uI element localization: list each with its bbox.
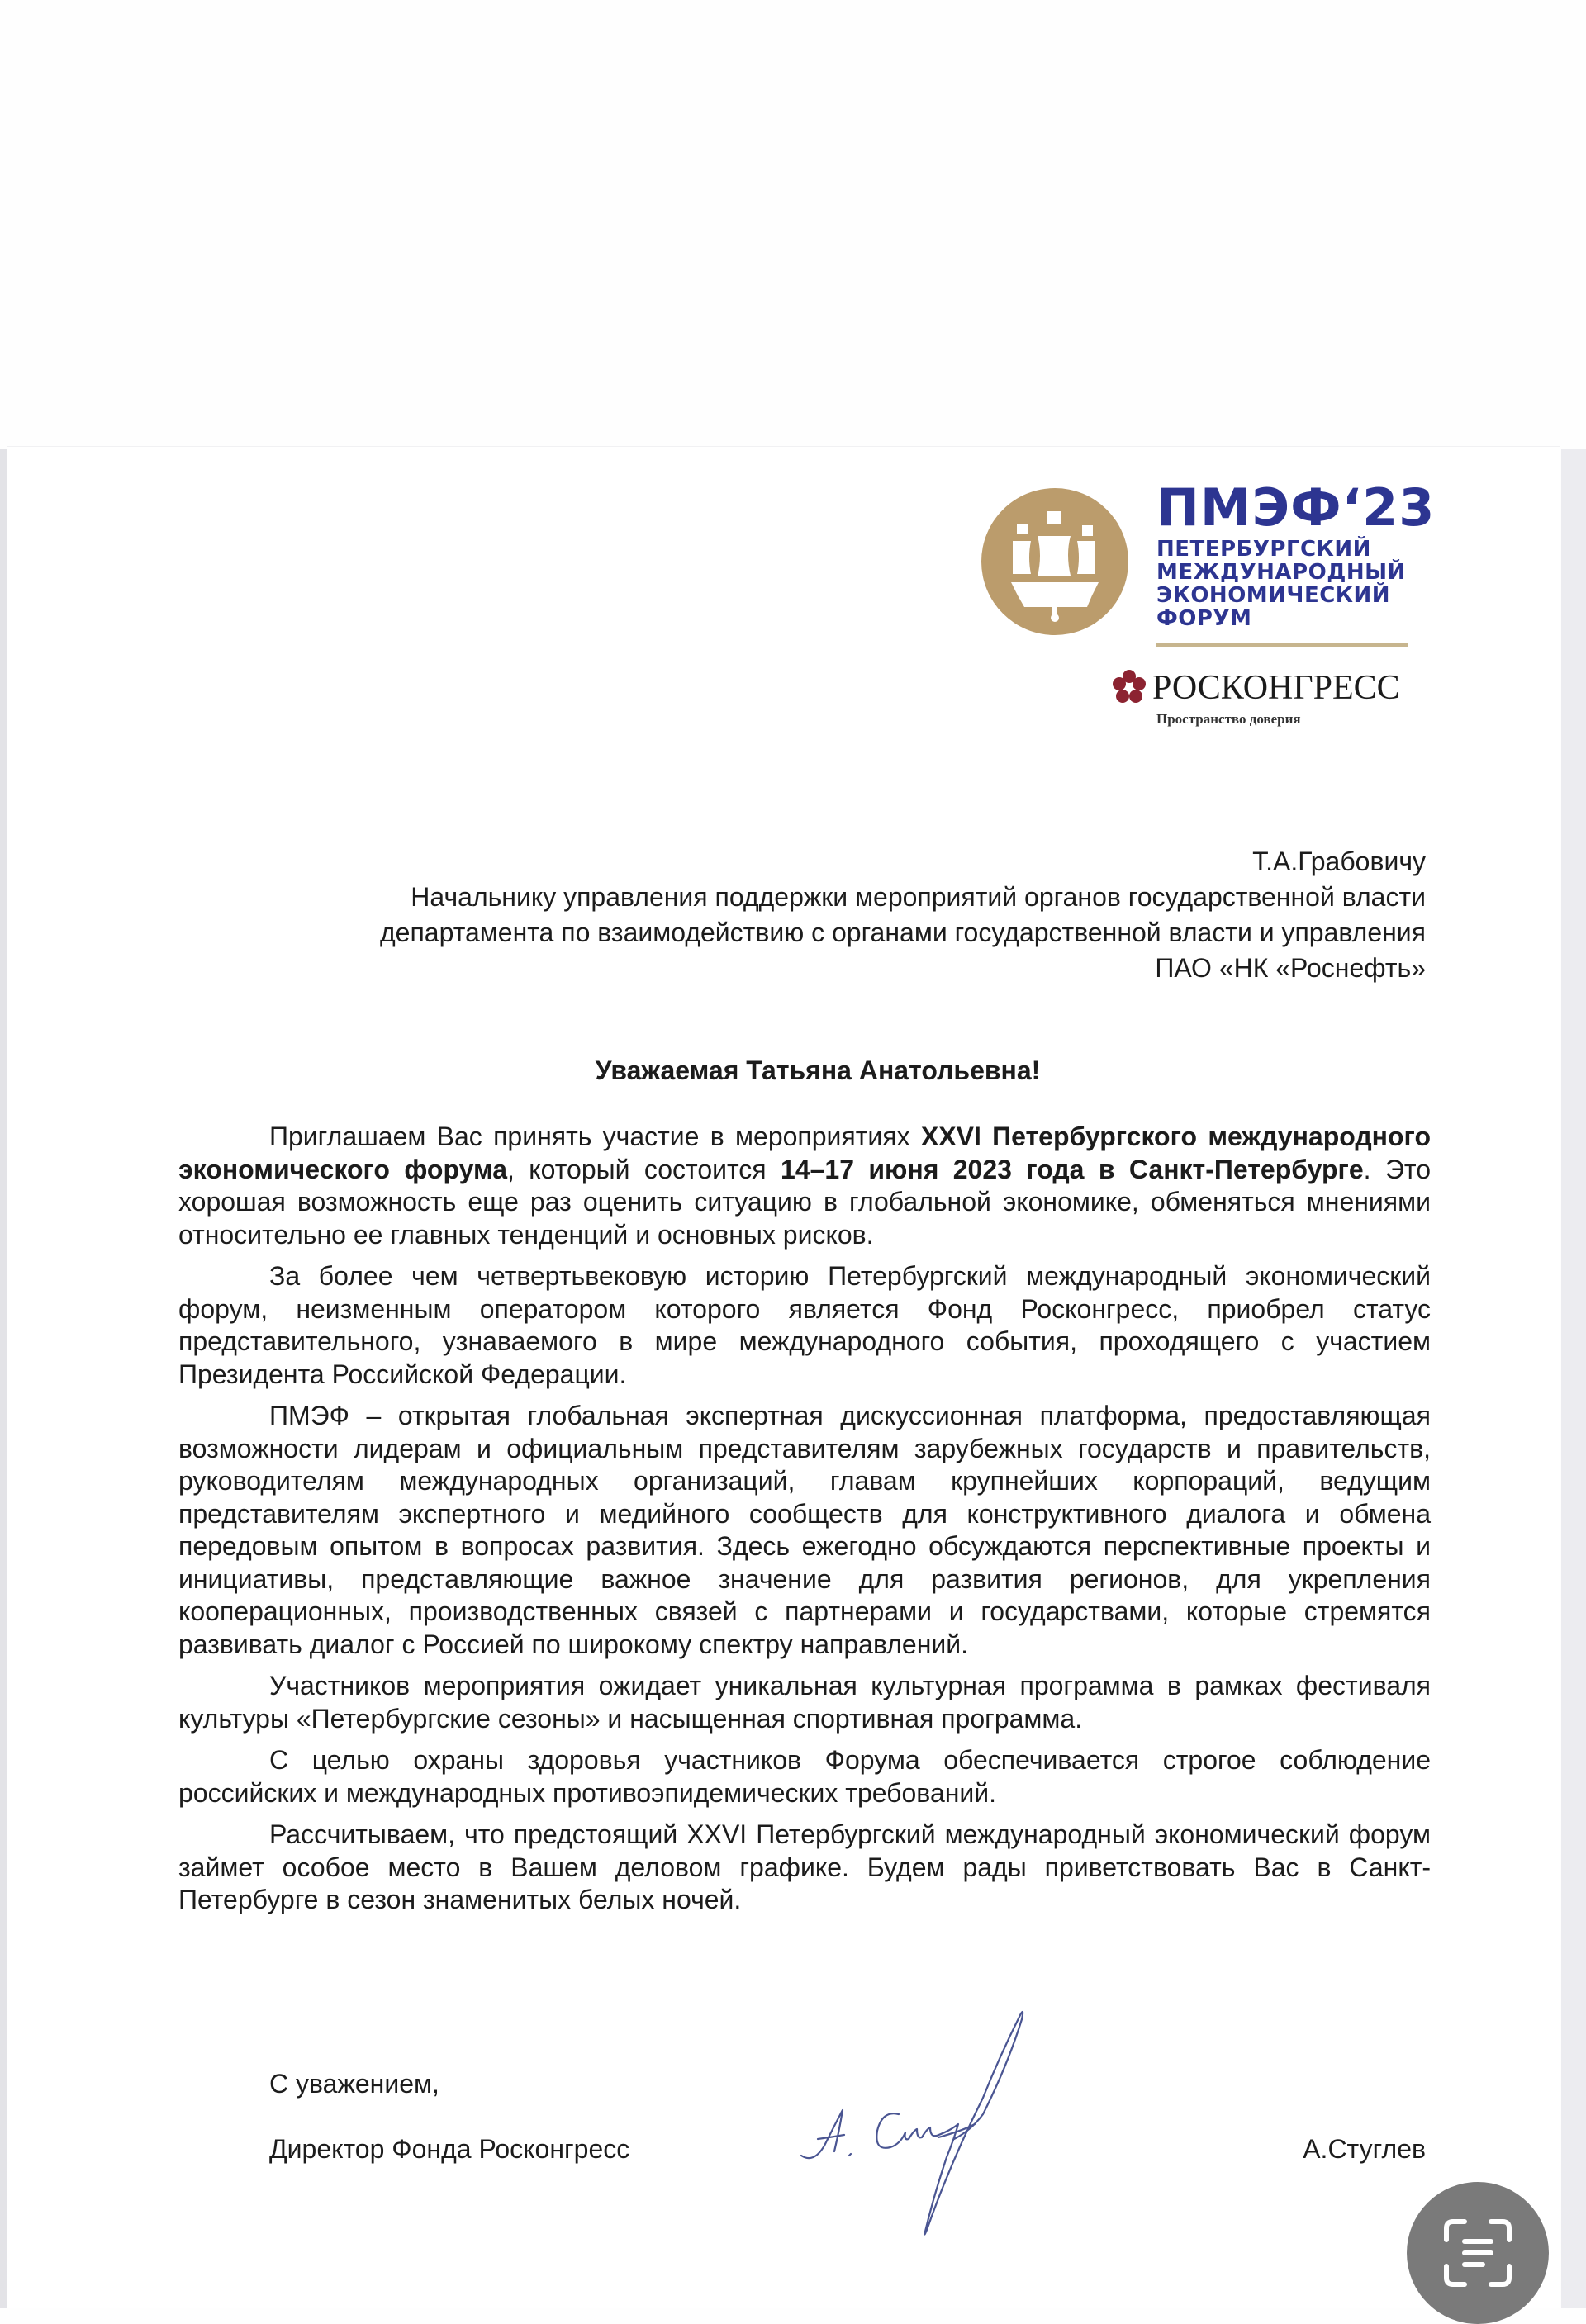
live-text-scan-button[interactable] bbox=[1407, 2182, 1549, 2324]
recipient-position-line: Начальнику управления поддержки мероприятий органов государственной власти bbox=[411, 882, 1426, 912]
signer-name: А.Стуглев bbox=[1303, 2134, 1426, 2164]
live-text-scan-icon bbox=[1436, 2212, 1519, 2294]
blank-area bbox=[0, 0, 1586, 446]
salutation bbox=[0, 1055, 1586, 1086]
signer-title: Директор Фонда Росконгресс bbox=[269, 2134, 630, 2164]
forum-title: ПМЭФ‘23 bbox=[1156, 477, 1436, 538]
paragraph-history: За более чем четвертьвековую историю Петербургский международный экономический форум, неизменным оператором которого является Фонд Росконгресс, приобрел статус представительного, узнаваемого в мире международного события, проходящего с участием Президента Российской Федерации. bbox=[178, 1261, 1431, 1389]
forum-subtitle-line: ПЕТЕРБУРГСКИЙ bbox=[1156, 537, 1371, 562]
forum-name-bold: XXVI Петербургского международного экономического форума bbox=[178, 1122, 1432, 1184]
salutation-text: Уважаемая Татьяна Анатольевна! bbox=[595, 1055, 1041, 1085]
paragraph-platform: ПМЭФ – открытая глобальная экспертная дискуссионная платформа, предоставляющая возможности лидерам и официальным представителям зарубежных государств и правительств, руководителям международных организаций, главам крупнейших корпораций, ведущим представителям экспертного и медийного сообществ для конструктивного диалога и обмена передовым опытом в вопросах развития. Здесь ежегодно обсуждаются перспективные проекты и инициативы, представляющие важное значение для развития регионов, для укрепления кооперационных, производственных связей с партнерами и государствами, которые стремятся развивать диалог с Россией по широкому спектру направлений. bbox=[178, 1401, 1431, 1659]
paragraph-invitation bbox=[178, 1121, 1431, 1251]
page-edge-right bbox=[1561, 449, 1586, 2308]
paragraph-health: С целью охраны здоровья участников Форума обеспечивается строгое соблюдение российских и международных противоэпидемических требований. bbox=[178, 1745, 1431, 1808]
forum-subtitle-line: ЭКОНОМИЧЕСКИЙ bbox=[1156, 583, 1391, 608]
paragraph-closing: Рассчитываем, что предстоящий XXVI Петербургский международный экономический форум займет особое место в Вашем деловом графике. Будем рады приветствовать Вас в Санкт-Петербурге в сезон знаменитых белых ночей. bbox=[178, 1819, 1431, 1914]
letter-body bbox=[178, 1121, 1431, 1926]
page-edge-left bbox=[0, 449, 7, 2308]
ship-emblem-icon bbox=[981, 488, 1128, 635]
logo-divider bbox=[1156, 643, 1408, 647]
organizer-tagline: Пространство доверия bbox=[1156, 711, 1301, 727]
forum-subtitle bbox=[1156, 538, 1406, 630]
organizer-name: РОСКОНГРЕСС bbox=[1152, 669, 1400, 707]
closing-phrase: С уважением, bbox=[269, 2069, 439, 2099]
text-run: Приглашаем Вас принять участие в мероприятиях bbox=[269, 1122, 921, 1151]
recipient-position-line: департамента по взаимодействию с органами государственной власти и управления bbox=[380, 918, 1426, 947]
recipient-name: Т.А.Грабовичу bbox=[1252, 847, 1426, 876]
handwritten-signature-icon bbox=[785, 1999, 1132, 2238]
event-dates-bold: 14–17 июня 2023 года в Санкт-Петербурге bbox=[781, 1154, 1364, 1184]
text-run: , который состоится bbox=[507, 1154, 781, 1184]
paragraph-culture: Участников мероприятия ожидает уникальная культурная программа в рамках фестиваля культуры «Петербургские сезоны» и насыщенная спортивная программа. bbox=[178, 1671, 1431, 1734]
recipient-block bbox=[187, 844, 1426, 986]
text-run: . Это хорошая возможность еще раз оценить ситуацию в глобальной экономике, обменяться мнениями относительно ее главных тенденций и основных рисков. bbox=[178, 1154, 1432, 1250]
recipient-company: ПАО «НК «Роснефть» bbox=[1155, 953, 1426, 983]
forum-subtitle-line: МЕЖДУНАРОДНЫЙ bbox=[1156, 560, 1406, 585]
forum-subtitle-line: ФОРУМ bbox=[1156, 606, 1252, 631]
roscongress-flower-icon bbox=[1111, 669, 1147, 705]
